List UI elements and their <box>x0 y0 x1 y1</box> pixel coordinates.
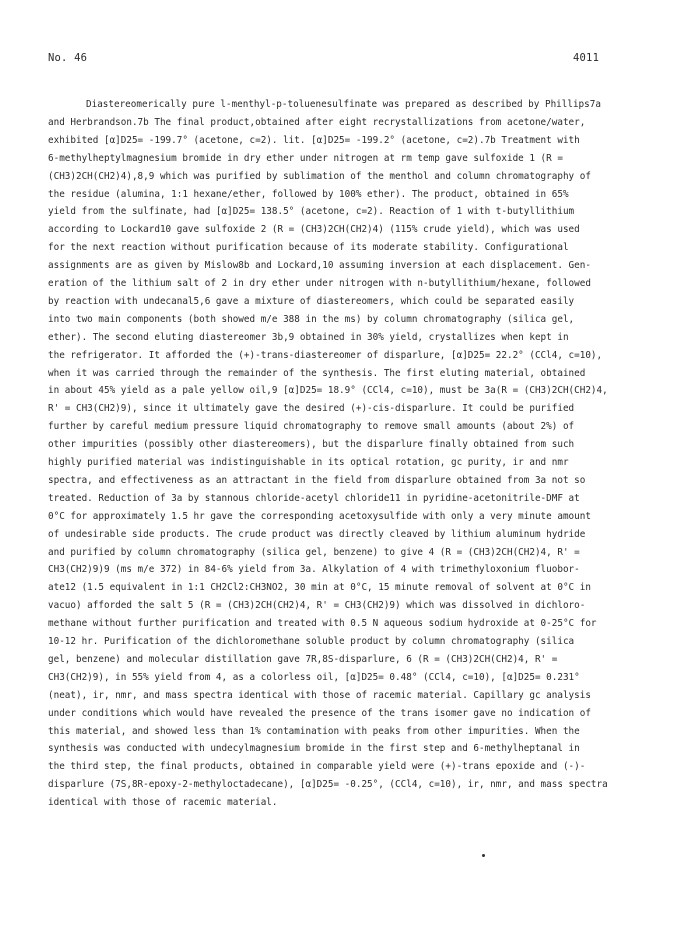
text-line: treated. Reduction of 3a by stannous chloride-acetyl chloride11 in pyridine-acetonitrile-DMF at <box>48 492 580 504</box>
text-line: other impurities (possibly other diastereomers), but the disparlure finally obtained from such <box>48 439 575 451</box>
text-line: eration of the lithium salt of 2 in dry ether under nitrogen with n-butyllithium/hexane, followed <box>48 278 591 289</box>
text-line: vacuo) afforded the salt 5 (R = (CH3)2CH(CH2)4, R' = CH3(CH2)9) which was dissolved in dichloro- <box>48 600 586 612</box>
text-line: R' = CH3(CH2)9), since it ultimately gave the desired (+)-cis-disparlure. It could be purified <box>48 403 575 415</box>
text-line: (CH3)2CH(CH2)4),8,9 which was purified by sublimation of the menthol and column chromatography of <box>48 170 591 182</box>
text-line: the third step, the final products, obtained in comparable yield were (+)-trans epoxide and (-)- <box>48 761 586 773</box>
text-line: 6-methylheptylmagnesium bromide in dry ether under nitrogen at rm temp gave sulfoxide 1 (R = <box>48 152 563 164</box>
text-line: 10-12 hr. Purification of the dichloromethane soluble product by column chromatography (silica <box>48 636 575 647</box>
text-line: according to Lockard10 gave sulfoxide 2 (R = (CH3)2CH(CH2)4) (115% crude yield), which was used <box>48 224 580 236</box>
text-line: methane without further purification and treated with 0.5 N aqueous sodium hydroxide at 0-25°C for <box>48 618 597 630</box>
journal-issue-number: No. 46 <box>48 52 88 64</box>
text-line: under conditions which would have revealed the presence of the trans isomer gave no indication of <box>48 707 591 719</box>
text-line: in about 45% yield as a pale yellow oil,9 [α]D25= 18.9° (CCl4, c=10), must be 3a(R = (CH3)2CH(CH2)4, <box>48 385 608 397</box>
text-line: into two main components (both showed m/e 388 in the ms) by column chromatography (silica gel, <box>48 313 575 325</box>
page-mark-dot <box>482 854 485 857</box>
text-line: assignments are as given by Mislow8b and Lockard,10 assuming inversion at each displacement. Gen- <box>48 260 591 272</box>
text-line: the residue (alumina, 1:1 hexane/ether, followed by 100% ether). The product, obtained in 65% <box>48 188 569 200</box>
text-line: further by careful medium pressure liquid chromatography to remove small amounts (about 2%) of <box>48 421 575 433</box>
text-line: the refrigerator. It afforded the (+)-trans-diastereomer of disparlure, [α]D25= 22.2° (CCl4, c=10), <box>48 349 603 361</box>
text-line: identical with those of racemic material. <box>48 797 278 809</box>
text-line: synthesis was conducted with undecylmagnesium bromide in the first step and 6-methylheptanal in <box>48 743 580 755</box>
text-line: 0°C for approximately 1.5 hr gave the corresponding acetoxysulfide with only a very minute amount <box>48 510 591 522</box>
page-number: 4011 <box>573 52 600 64</box>
text-line: (neat), ir, nmr, and mass spectra identical with those of racemic material. Capillary gc analysis <box>48 689 591 701</box>
text-line: ether). The second eluting diastereomer 3b,9 obtained in 30% yield, crystallizes when kept in <box>48 331 569 343</box>
text-line: for the next reaction without purification because of its moderate stability. Configurational <box>48 242 569 254</box>
text-line: Diastereomerically pure l-menthyl-p-toluenesulfinate was prepared as described by Phillips7a <box>86 99 601 110</box>
text-line: when it was carried through the remainder of the synthesis. The first eluting material, obtained <box>48 367 586 379</box>
text-line: and Herbrandson.7b The final product,obtained after eight recrystallizations from acetone/water, <box>48 116 586 128</box>
text-line: of undesirable side products. The crude product was directly cleaved by lithium aluminum hydride <box>48 528 586 540</box>
text-line: yield from the sulfinate, had [α]D25= 138.5° (acetone, c=2). Reaction of 1 with t-butyllithium <box>48 206 575 218</box>
text-line: by reaction with undecanal5,6 gave a mixture of diastereomers, which could be separated easily <box>48 295 575 307</box>
text-line: and purified by column chromatography (silica gel, benzene) to give 4 (R = (CH3)2CH(CH2)4, R' = <box>48 546 580 558</box>
text-line: disparlure (7S,8R-epoxy-2-methyloctadecane), [α]D25= -0.25°, (CCl4, c=10), ir, nmr, and mass spectra <box>48 779 608 791</box>
text-line: this material, and showed less than 1% contamination with peaks from other impurities. When the <box>48 725 580 737</box>
text-line: gel, benzene) and molecular distillation gave 7R,8S-disparlure, 6 (R = (CH3)2CH(CH2)4, R' = <box>48 653 558 665</box>
text-line: exhibited [α]D25= -199.7° (acetone, c=2). lit. [α]D25= -199.2° (acetone, c=2).7b Treatment with <box>48 134 580 146</box>
text-line: spectra, and effectiveness as an attractant in the field from disparlure obtained from 3a not so <box>48 474 586 486</box>
text-line: ate12 (1.5 equivalent in 1:1 CH2Cl2:CH3NO2, 30 min at 0°C, 15 minute removal of solvent at 0°C in <box>48 582 591 594</box>
text-line: CH3(CH2)9), in 55% yield from 4, as a colorless oil, [α]D25= 0.48° (CCl4, c=10), [α]D25= 0.231° <box>48 671 580 683</box>
text-line: CH3(CH2)9)9 (ms m/e 372) in 84-6% yield from 3a. Alkylation of 4 with trimethyloxonium fluobor- <box>48 564 580 576</box>
text-line: highly purified material was indistinguishable in its optical rotation, gc purity, ir and nmr <box>48 457 569 468</box>
